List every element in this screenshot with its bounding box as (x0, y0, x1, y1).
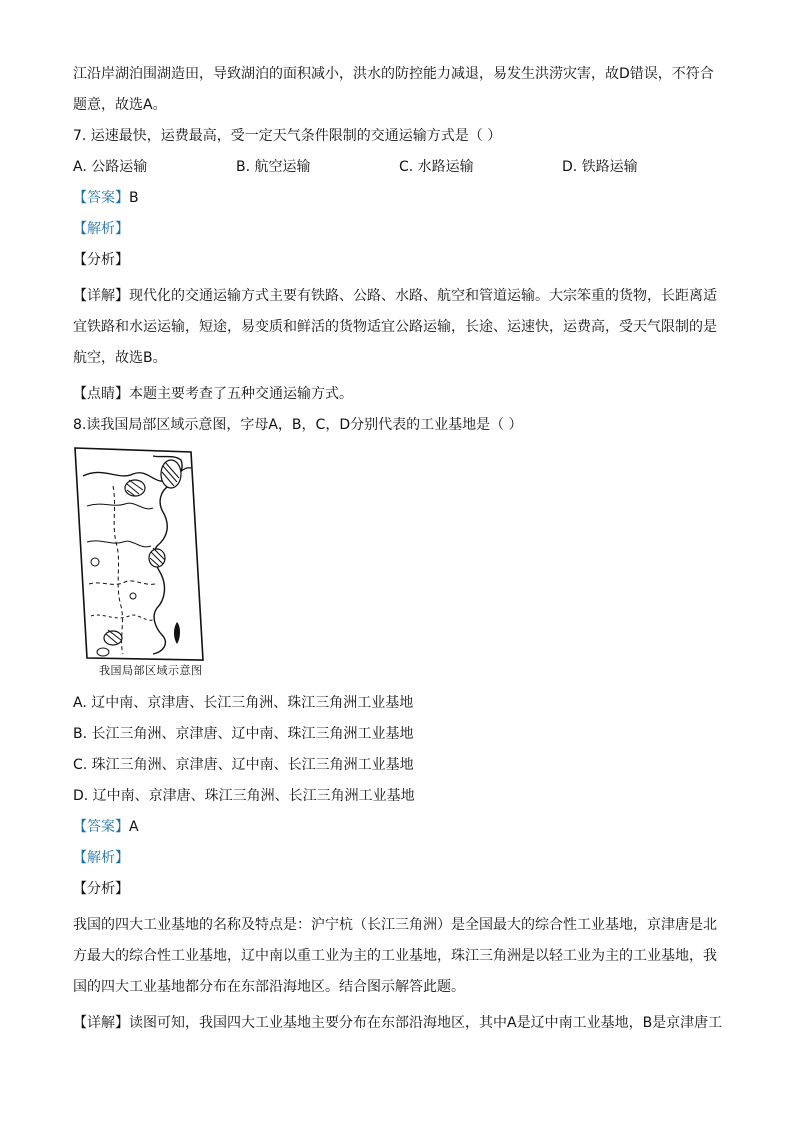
q8-option-b: B. 长江三角洲、京津唐、辽中南、珠江三角洲工业基地 (73, 726, 414, 742)
q7-analysis-tag: 【解析】 (73, 221, 129, 237)
q8-option-d: D. 辽中南、京津唐、珠江三角洲、长江三角洲工业基地 (73, 788, 415, 804)
q7-stem: 7. 运速最快，运费最高，受一定天气条件限制的交通运输方式是（ ） (73, 128, 502, 144)
q8-option-c: C. 珠江三角洲、京津唐、辽中南、长江三角洲工业基地 (73, 757, 414, 773)
q7-detail (73, 281, 723, 374)
q7-detail-line-1: 【详解】现代化的交通运输方式主要有铁路、公路、水路、航空和管道运输。大宗笨重的货物，长距离适 (73, 288, 717, 304)
q7-answer (73, 188, 723, 208)
q8-fenxi-tag: 【分析】 (73, 881, 129, 897)
q7-detail-line-2: 宜铁路和水运运输，短途，易变质和鲜活的货物适宜公路运输，长途、运速快，运费高，受天气限制的是 (73, 319, 717, 335)
q7-answer-value: B (129, 190, 139, 206)
region-map-image (73, 446, 213, 682)
q8-detail-tag: 【详解】 (73, 1015, 129, 1031)
q7-detail-tag: 【详解】 (73, 288, 129, 304)
q7-option-d: D. 铁路运输 (562, 159, 638, 175)
intro-line-2: 题意，故选A。 (73, 97, 167, 113)
q7-point-tag: 【点睛】 (73, 386, 129, 402)
figure-caption: 我国局部区域示意图 (99, 664, 203, 677)
q8-analysis-tag: 【解析】 (73, 850, 129, 866)
q8-answer (73, 817, 723, 837)
intro-line-1: 江沿岸湖泊围湖造田，导致湖泊的面积减小，洪水的防控能力减退，易发生洪涝灾害，故D错误，不符合 (73, 66, 714, 82)
q7-point: 【点睛】本题主要考查了五种交通运输方式。 (73, 386, 353, 402)
document-page (73, 64, 723, 1044)
china-region-map-figure (73, 446, 213, 682)
q8-option-a: A. 辽中南、京津唐、长江三角洲、珠江三角洲工业基地 (73, 695, 414, 711)
q7-options (73, 157, 723, 177)
q8-fenxi-line-3: 国的四大工业基地都分布在东部沿海地区。结合图示解答此题。 (73, 979, 465, 995)
q8-fenxi-line-2: 方最大的综合性工业基地，辽中南以重工业为主的工业基地，珠江三角洲是以轻工业为主的工业基地，我 (73, 948, 717, 964)
q7-option-c: C. 水路运输 (399, 159, 474, 175)
q8-answer-tag: 【答案】 (73, 819, 129, 835)
q8-detail-line-1: 【详解】读图可知，我国四大工业基地主要分布在东部沿海地区，其中A是辽中南工业基地，B是京津唐工 (73, 1015, 723, 1031)
q7-fenxi-tag: 【分析】 (73, 252, 129, 268)
q8-answer-value: A (129, 819, 139, 835)
q7-option-a: A. 公路运输 (73, 159, 148, 175)
q8-fenxi-line-1: 我国的四大工业基地的名称及特点是：沪宁杭（长江三角洲）是全国最大的综合性工业基地，京津唐是北 (73, 917, 717, 933)
q7-detail-line-3: 航空，故选B。 (73, 350, 167, 366)
q7-option-b: B. 航空运输 (236, 159, 311, 175)
q8-stem: 8.读我国局部区域示意图，字母A，B，C，D分别代表的工业基地是（ ） (73, 417, 523, 433)
q8-fenxi (73, 910, 723, 1003)
q7-answer-tag: 【答案】 (73, 190, 129, 206)
